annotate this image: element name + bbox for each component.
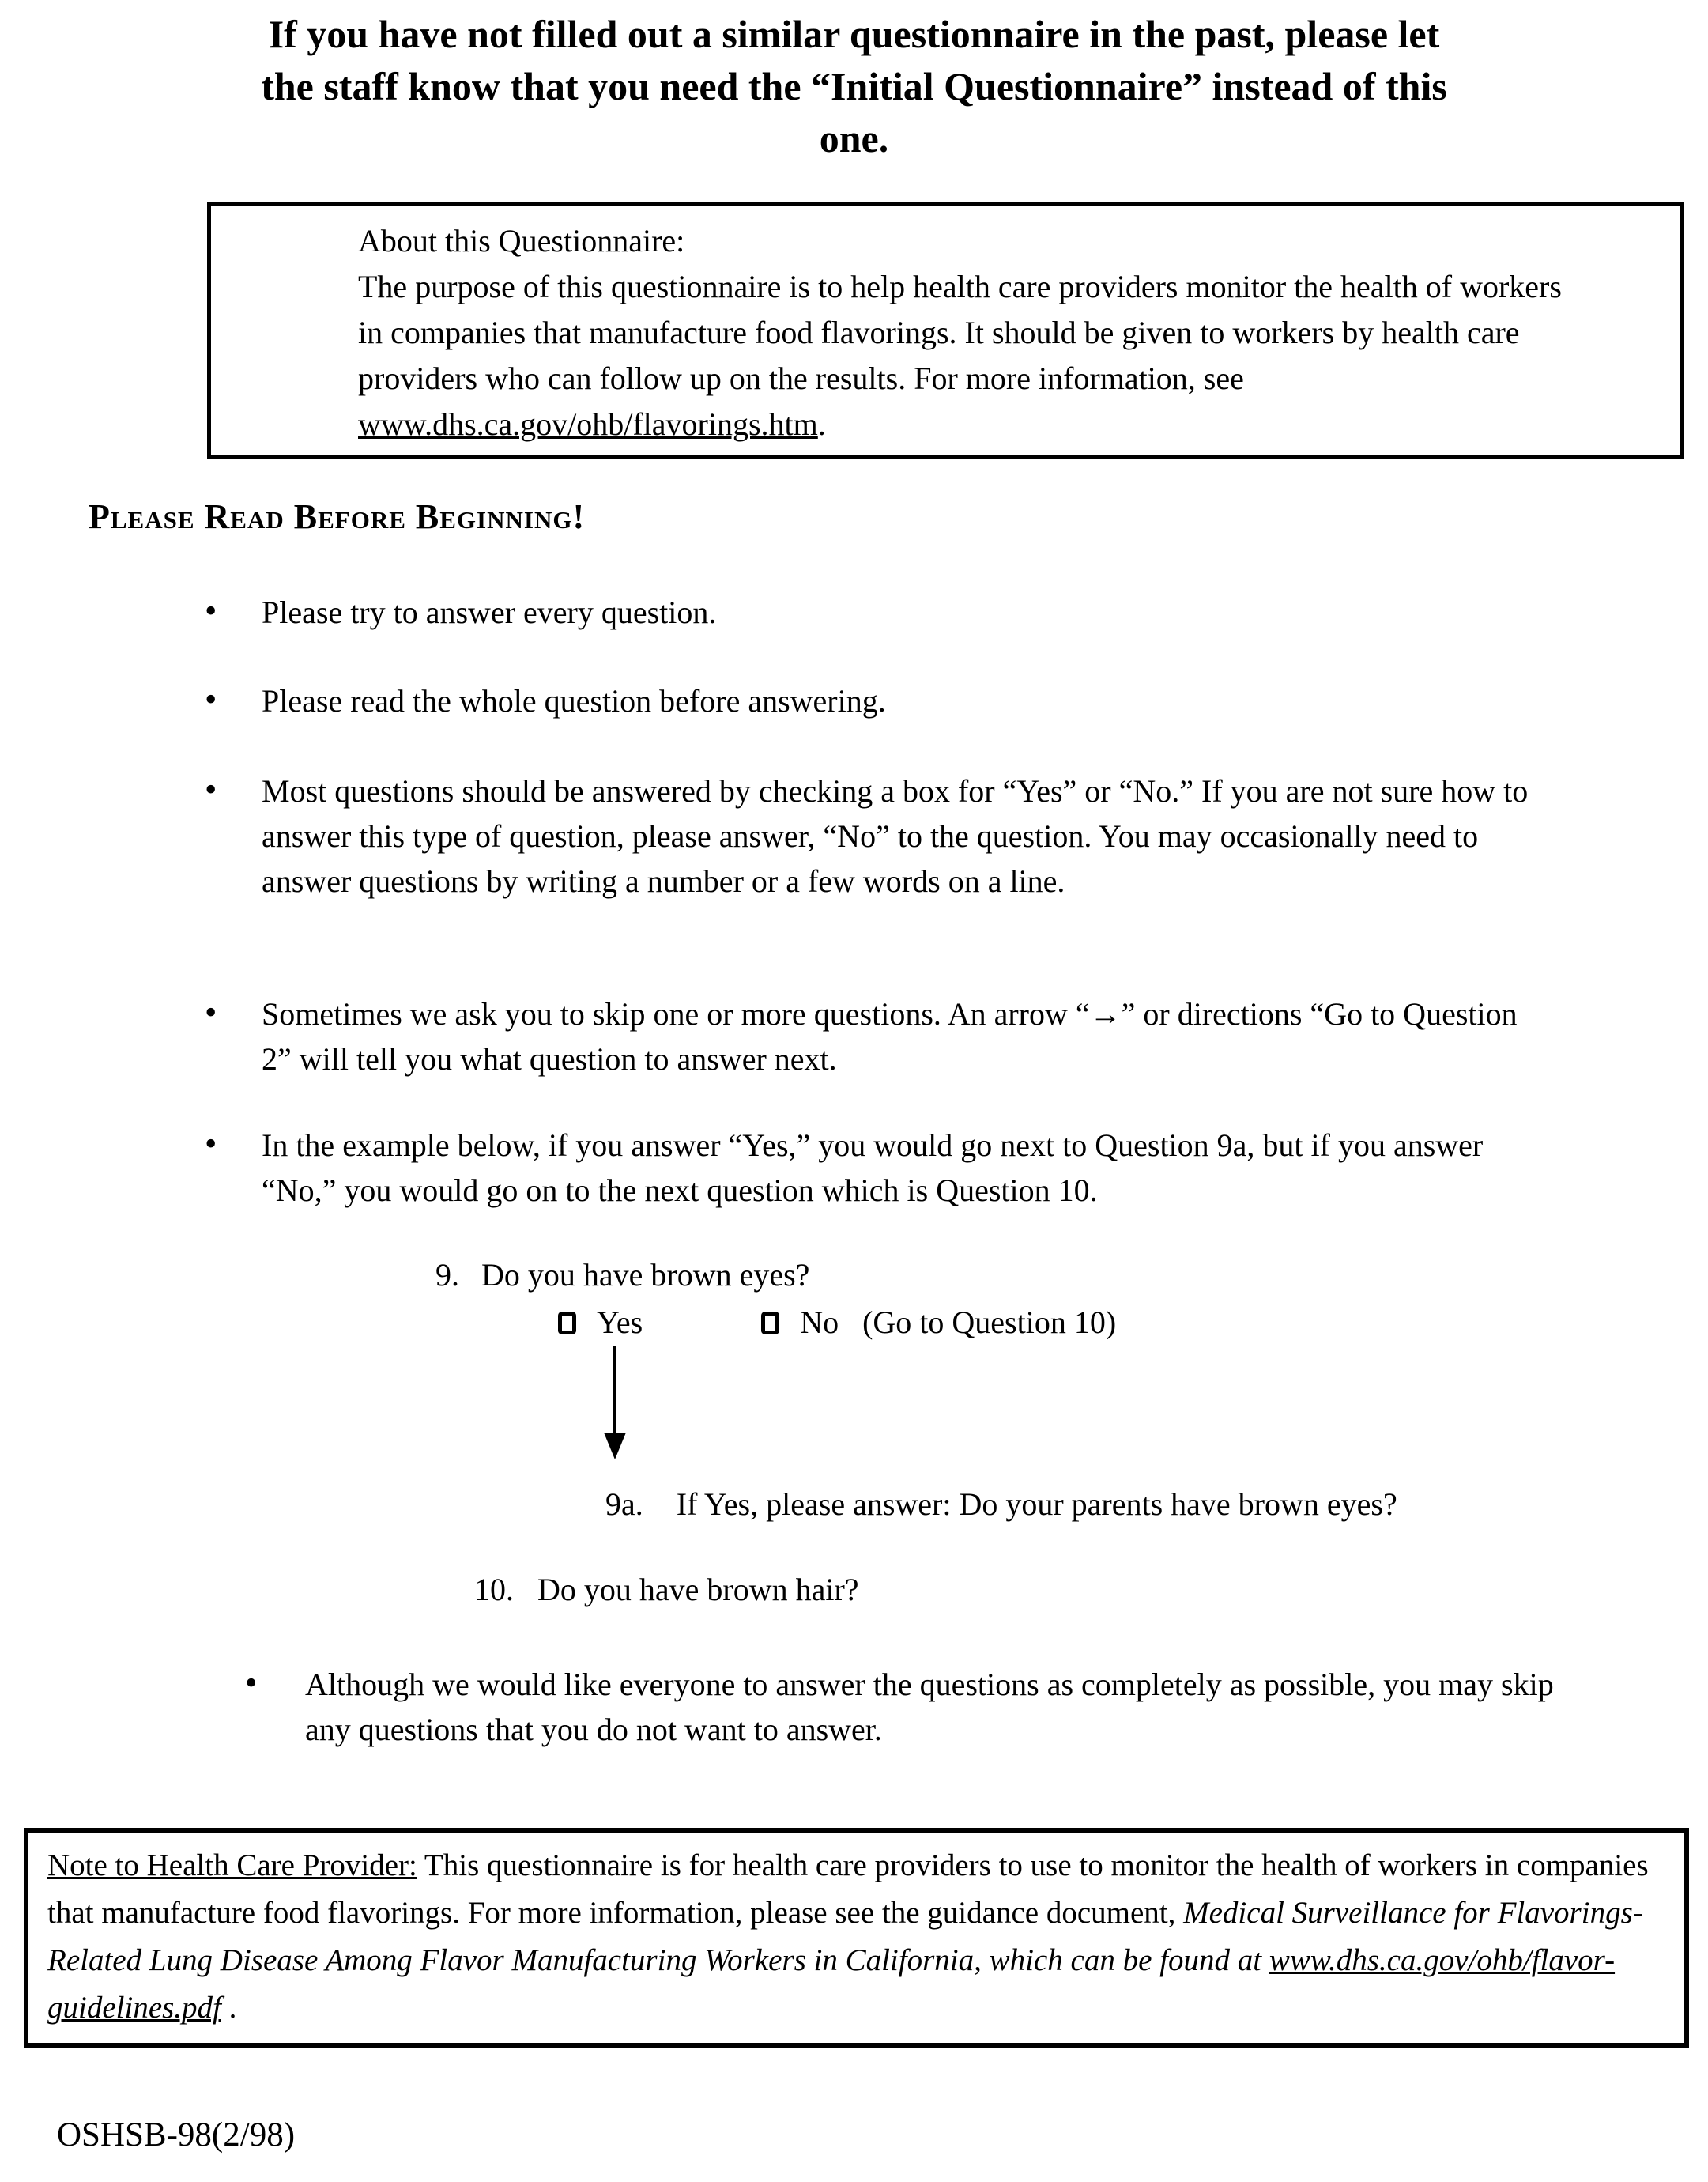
note-text: This questionnaire is for health care providers to use to monitor the health of workers in companies that manufacture food flavorings. For more information, please see the guidance document, [47, 1848, 1649, 1930]
title-line-1: If you have not filled out a similar questionnaire in the past, please let [268, 12, 1440, 56]
note-body [47, 1842, 1656, 2032]
question-text: Do you have brown eyes? [481, 1257, 810, 1293]
bullet-icon: • [245, 1663, 258, 1702]
yes-checkbox[interactable] [558, 1312, 576, 1334]
question-text: If Yes, please answer: Do your parents have brown eyes? [676, 1486, 1397, 1522]
instruction-bullet-3 [205, 768, 1542, 904]
about-heading: About this Questionnaire: [358, 223, 685, 259]
about-box [207, 202, 1684, 459]
skip-note: (Go to Question 10) [862, 1304, 1117, 1340]
final-instruction-bullet [245, 1662, 1601, 1752]
about-body-text: The purpose of this questionnaire is to help health care providers monitor the health of workers in companies that manufacture food flavorings. It should be given to workers by health care providers who can follow up on the results. For more information, see [358, 269, 1562, 396]
note-box [24, 1828, 1689, 2048]
bullet-text: Please read the whole question before answering. [262, 683, 886, 719]
yes-label: Yes [597, 1304, 643, 1340]
about-body [358, 264, 1585, 447]
no-label: No [800, 1304, 839, 1340]
guidance-document-title: Medical Surveillance for Flavorings-Related Lung Disease Among Flavor Manufacturing Workers in California, which can be found at [47, 1896, 1643, 1977]
flow-arrow-icon [604, 1346, 626, 1461]
note-period: . [221, 1991, 237, 2025]
instruction-bullet-5 [205, 1123, 1542, 1213]
question-text: Do you have brown hair? [537, 1572, 859, 1607]
instruction-bullet-4 [205, 991, 1542, 1082]
instruction-bullet-2 [205, 678, 1542, 723]
title-line-2: the staff know that you need the “Initial Questionnaire” instead of this [261, 64, 1447, 108]
arrow-line [613, 1346, 616, 1434]
bullet-icon: • [205, 993, 217, 1032]
bullet-icon: • [205, 1124, 217, 1163]
question-number: 10. [474, 1572, 514, 1607]
guidelines-url-link[interactable]: www.dhs.ca.gov/ohb/flavor-guidelines.pdf [47, 1943, 1616, 2025]
flavorings-url-link[interactable]: www.dhs.ca.gov/ohb/flavorings.htm [358, 406, 818, 442]
example-answer-options [558, 1301, 1116, 1344]
example-question-9a [605, 1483, 1397, 1526]
bullet-text: Sometimes we ask you to skip one or more questions. An arrow “→” or directions “Go to Question 2” will tell you what question to answer next. [262, 996, 1518, 1077]
note-label: Note to Health Care Provider: [47, 1848, 417, 1882]
page-title [0, 8, 1708, 164]
no-checkbox[interactable] [761, 1312, 779, 1334]
bullet-text: Although we would like everyone to answer the questions as completely as possible, you may skip any questions that you do not want to answer. [305, 1667, 1554, 1747]
question-number: 9. [435, 1257, 459, 1293]
example-question-10 [474, 1569, 859, 1611]
section-heading: Please Read Before Beginning! [89, 497, 586, 536]
question-number: 9a. [605, 1486, 643, 1522]
bullet-icon: • [205, 770, 217, 809]
bullet-icon: • [205, 680, 217, 719]
bullet-text: In the example below, if you answer “Yes,” you would go next to Question 9a, but if you answer “No,” you would go on to the next question which is Question 10. [262, 1127, 1484, 1208]
title-line-3: one. [819, 116, 889, 160]
instruction-bullet-1 [205, 590, 1542, 635]
bullet-icon: • [205, 591, 217, 630]
bullet-text: Please try to answer every question. [262, 595, 717, 630]
bullet-text: Most questions should be answered by checking a box for “Yes” or “No.” If you are not sure how to answer this type of question, please answer, “No” to the question. You may occasionally need to answer questions by writing a number or a few words on a line. [262, 773, 1529, 899]
form-number-footer: OSHSB-98(2/98) [57, 2116, 296, 2154]
about-body-period: . [817, 406, 826, 442]
arrow-head [604, 1433, 626, 1459]
example-question-9 [435, 1254, 809, 1297]
